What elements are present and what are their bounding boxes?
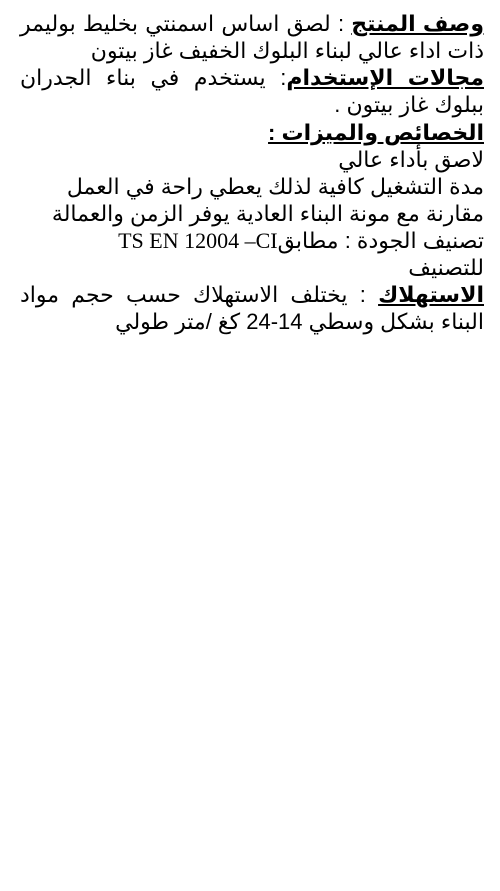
usage-section	[20, 64, 484, 118]
product-description	[20, 10, 484, 64]
description-text: : لصق اساس اسمنتي بخليط بوليمر ذات اداء عالي لبناء البلوك الخفيف غاز بيتون	[20, 11, 484, 63]
consumption-section	[20, 281, 484, 335]
classification-suffix: للتصنيف	[408, 255, 484, 280]
usage-text: : يستخدم في بناء الجدران ببلوك غاز بيتون .	[20, 65, 484, 117]
feature-item: مدة التشغيل كافية لذلك يعطي راحة في العمل	[66, 174, 484, 199]
consumption-text: : يختلف الاستهلاك حسب حجم مواد البناء بشكل وسطي 14-24 كغ /متر طولي	[20, 282, 484, 334]
features-heading: الخصائص والميزات :	[268, 120, 484, 145]
usage-heading: مجالات الإستخدام	[286, 65, 484, 90]
consumption-heading: الاستهلاك	[378, 282, 484, 307]
feature-item: مقارنة مع مونة البناء العادية يوفر الزمن والعمالة	[51, 201, 484, 226]
classification-prefix: تصنيف الجودة : مطابق	[277, 228, 484, 253]
product-sheet	[20, 10, 484, 335]
features-section	[20, 119, 484, 281]
quality-classification	[20, 227, 484, 254]
feature-item: لاصق بأداء عالي	[338, 147, 484, 172]
classification-code: TS EN 12004 –CI	[118, 228, 278, 253]
description-heading: وصف المنتج	[351, 11, 484, 36]
